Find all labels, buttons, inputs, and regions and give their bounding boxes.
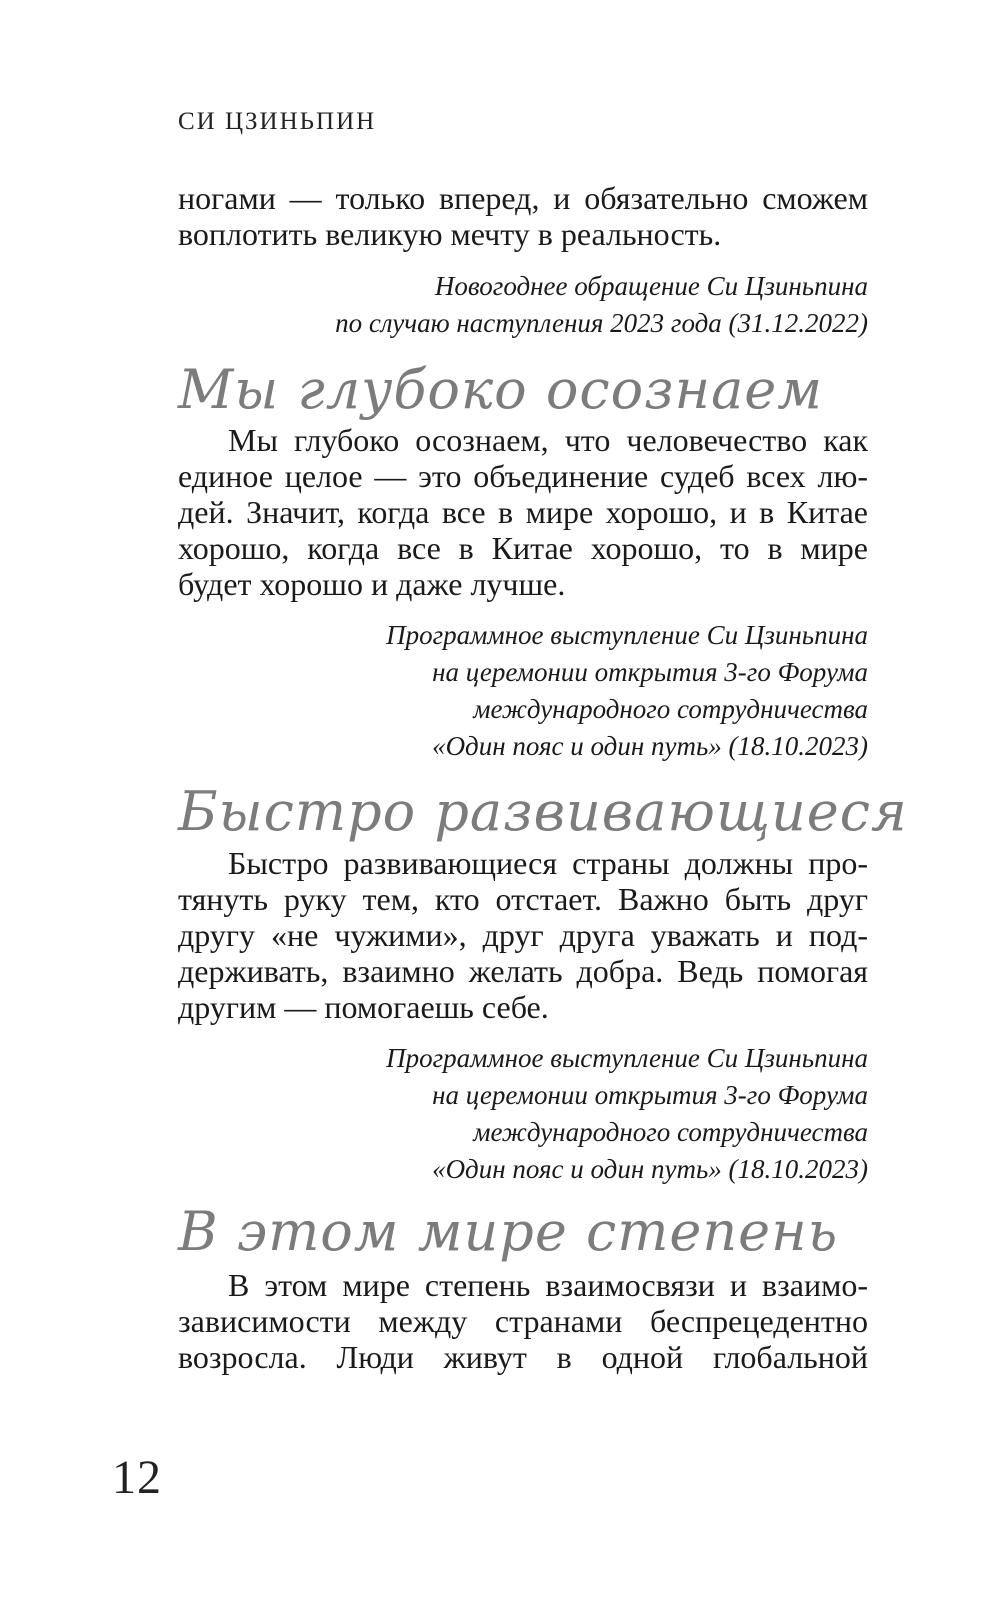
text-line: зависимости между странами беспрецедентно bbox=[178, 1303, 868, 1339]
text-line: единое целое — это объединение судеб всех лю- bbox=[178, 458, 868, 494]
text-line: возросла. Люди живут в одной глобальной bbox=[178, 1339, 868, 1375]
source-line: Программное выступление Си Цзиньпина bbox=[386, 1043, 868, 1073]
text-line: воплотить великую мечту в реальность. bbox=[178, 216, 722, 252]
source-line: на церемонии открытия 3-го Форума bbox=[432, 1080, 868, 1110]
script-heading: Мы глубоко осознаем bbox=[178, 358, 824, 421]
text-line: держивать, взаимно желать добра. Ведь помогая bbox=[178, 953, 868, 989]
source-line: международного сотрудничества bbox=[473, 1117, 868, 1147]
page-number: 12 bbox=[112, 1451, 162, 1504]
source-line: международного сотрудничества bbox=[473, 694, 868, 724]
quote-source bbox=[386, 617, 868, 765]
quote-source bbox=[386, 1040, 868, 1188]
running-head: СИ ЦЗИНЬПИН bbox=[178, 108, 377, 135]
text-line: В этом мире степень взаимосвязи и взаимо- bbox=[228, 1267, 868, 1303]
section-paragraph bbox=[178, 422, 868, 602]
text-line: хорошо, когда все в Китае хорошо, то в мире bbox=[178, 530, 868, 566]
section-paragraph bbox=[178, 1267, 868, 1375]
text-line: Быстро развивающиеся страны должны про- bbox=[228, 845, 868, 881]
text-line: тянуть руку тем, кто отстает. Важно быть друг bbox=[178, 881, 868, 917]
text-line: другу «не чужими», друг друга уважать и под- bbox=[178, 917, 868, 953]
text-line: другим — помогаешь себе. bbox=[178, 989, 549, 1025]
source-line: Программное выступление Си Цзиньпина bbox=[386, 620, 868, 650]
text-line: ногами — только вперед, и обязательно сможем bbox=[178, 180, 868, 216]
intro-paragraph bbox=[178, 180, 868, 252]
text-line: Мы глубоко осознаем, что человечество как bbox=[228, 422, 868, 458]
script-heading: Быстро развивающиеся bbox=[178, 780, 908, 843]
script-heading: В этом мире степень bbox=[178, 1200, 839, 1263]
text-line: дей. Значит, когда все в мире хорошо, и в Китае bbox=[178, 494, 868, 530]
text-line: будет хорошо и даже лучше. bbox=[178, 566, 566, 602]
source-line: Новогоднее обращение Си Цзиньпина bbox=[434, 271, 868, 301]
source-line: «Один пояс и один путь» (18.10.2023) bbox=[432, 731, 868, 761]
source-line: «Один пояс и один путь» (18.10.2023) bbox=[432, 1154, 868, 1184]
quote-source bbox=[335, 268, 868, 342]
source-line: на церемонии открытия 3-го Форума bbox=[432, 657, 868, 687]
source-line: по случаю наступления 2023 года (31.12.2022) bbox=[335, 308, 868, 338]
section-paragraph bbox=[178, 845, 868, 1025]
